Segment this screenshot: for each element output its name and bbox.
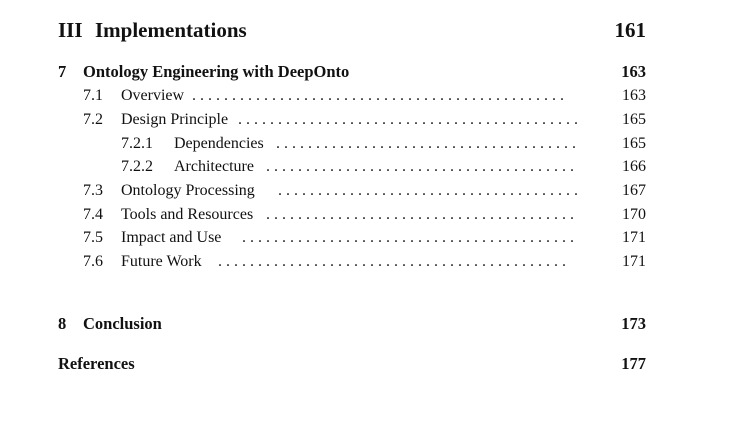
toc-subsection-entry[interactable] xyxy=(0,158,744,178)
dot-leader: . . . . . . . . . . . . . . . . . . . . . . . . . . . . . . . . . . . . . . xyxy=(276,135,576,152)
dot-leader: . . . . . . . . . . . . . . . . . . . . . . . . . . . . . . . . . . . . . . . . . . xyxy=(242,229,574,246)
dot-leader: . . . . . . . . . . . . . . . . . . . . . . . . . . . . . . . . . . . . . . . xyxy=(266,206,574,223)
dot-leader: . . . . . . . . . . . . . . . . . . . . . . . . . . . . . . . . . . . . . . . . . . . . . . . xyxy=(192,87,564,104)
toc-chapter-entry[interactable] xyxy=(0,62,744,84)
references-title: References xyxy=(58,354,135,373)
subsection-number: 7.2.1 xyxy=(121,135,153,152)
toc-subsection-entry[interactable] xyxy=(0,135,744,155)
toc-section-entry[interactable] xyxy=(0,87,744,107)
section-page: 170 xyxy=(622,206,646,223)
dot-leader: . . . . . . . . . . . . . . . . . . . . . . . . . . . . . . . . . . . . . . xyxy=(278,182,578,199)
toc-chapter-entry[interactable] xyxy=(0,314,744,336)
section-title: Impact and Use xyxy=(121,229,222,246)
chapter-number: 8 xyxy=(58,314,67,333)
section-number: 7.5 xyxy=(83,229,103,246)
section-number: 7.6 xyxy=(83,253,103,270)
chapter-title: Conclusion xyxy=(83,314,162,333)
section-page: 171 xyxy=(622,229,646,246)
subsection-page: 165 xyxy=(622,135,646,152)
section-title: Future Work xyxy=(121,253,202,270)
section-title: Tools and Resources xyxy=(121,206,254,223)
section-title: Ontology Processing xyxy=(121,182,255,199)
part-page: 161 xyxy=(614,18,646,42)
toc-section-entry[interactable] xyxy=(0,206,744,226)
section-title: Overview xyxy=(121,87,185,104)
dot-leader: . . . . . . . . . . . . . . . . . . . . . . . . . . . . . . . . . . . . . . . xyxy=(266,158,574,175)
part-number: III xyxy=(58,18,83,42)
toc-section-entry[interactable] xyxy=(0,229,744,249)
toc-part-entry[interactable] xyxy=(0,18,744,46)
toc-section-entry[interactable] xyxy=(0,111,744,131)
subsection-title: Dependencies xyxy=(174,135,264,152)
toc-section-entry[interactable] xyxy=(0,182,744,202)
chapter-page: 163 xyxy=(621,62,646,81)
section-number: 7.2 xyxy=(83,111,103,128)
dot-leader: . . . . . . . . . . . . . . . . . . . . . . . . . . . . . . . . . . . . . . . . . . . . xyxy=(218,253,566,270)
toc-references-entry[interactable] xyxy=(0,354,744,376)
section-page: 167 xyxy=(622,182,646,199)
section-page: 163 xyxy=(622,87,646,104)
section-title: Design Principle xyxy=(121,111,229,128)
section-page: 171 xyxy=(622,253,646,270)
chapter-number: 7 xyxy=(58,62,67,81)
subsection-page: 166 xyxy=(622,158,646,175)
chapter-title: Ontology Engineering with DeepOnto xyxy=(83,62,350,81)
section-number: 7.1 xyxy=(83,87,103,104)
part-title: Implementations xyxy=(95,18,247,42)
subsection-number: 7.2.2 xyxy=(121,158,153,175)
toc-section-entry[interactable] xyxy=(0,253,744,273)
subsection-title: Architecture xyxy=(174,158,254,175)
section-number: 7.3 xyxy=(83,182,103,199)
section-number: 7.4 xyxy=(83,206,103,223)
references-page: 177 xyxy=(621,354,646,373)
chapter-page: 173 xyxy=(621,314,646,333)
dot-leader: . . . . . . . . . . . . . . . . . . . . . . . . . . . . . . . . . . . . . . . . . . . xyxy=(238,111,578,128)
section-page: 165 xyxy=(622,111,646,128)
